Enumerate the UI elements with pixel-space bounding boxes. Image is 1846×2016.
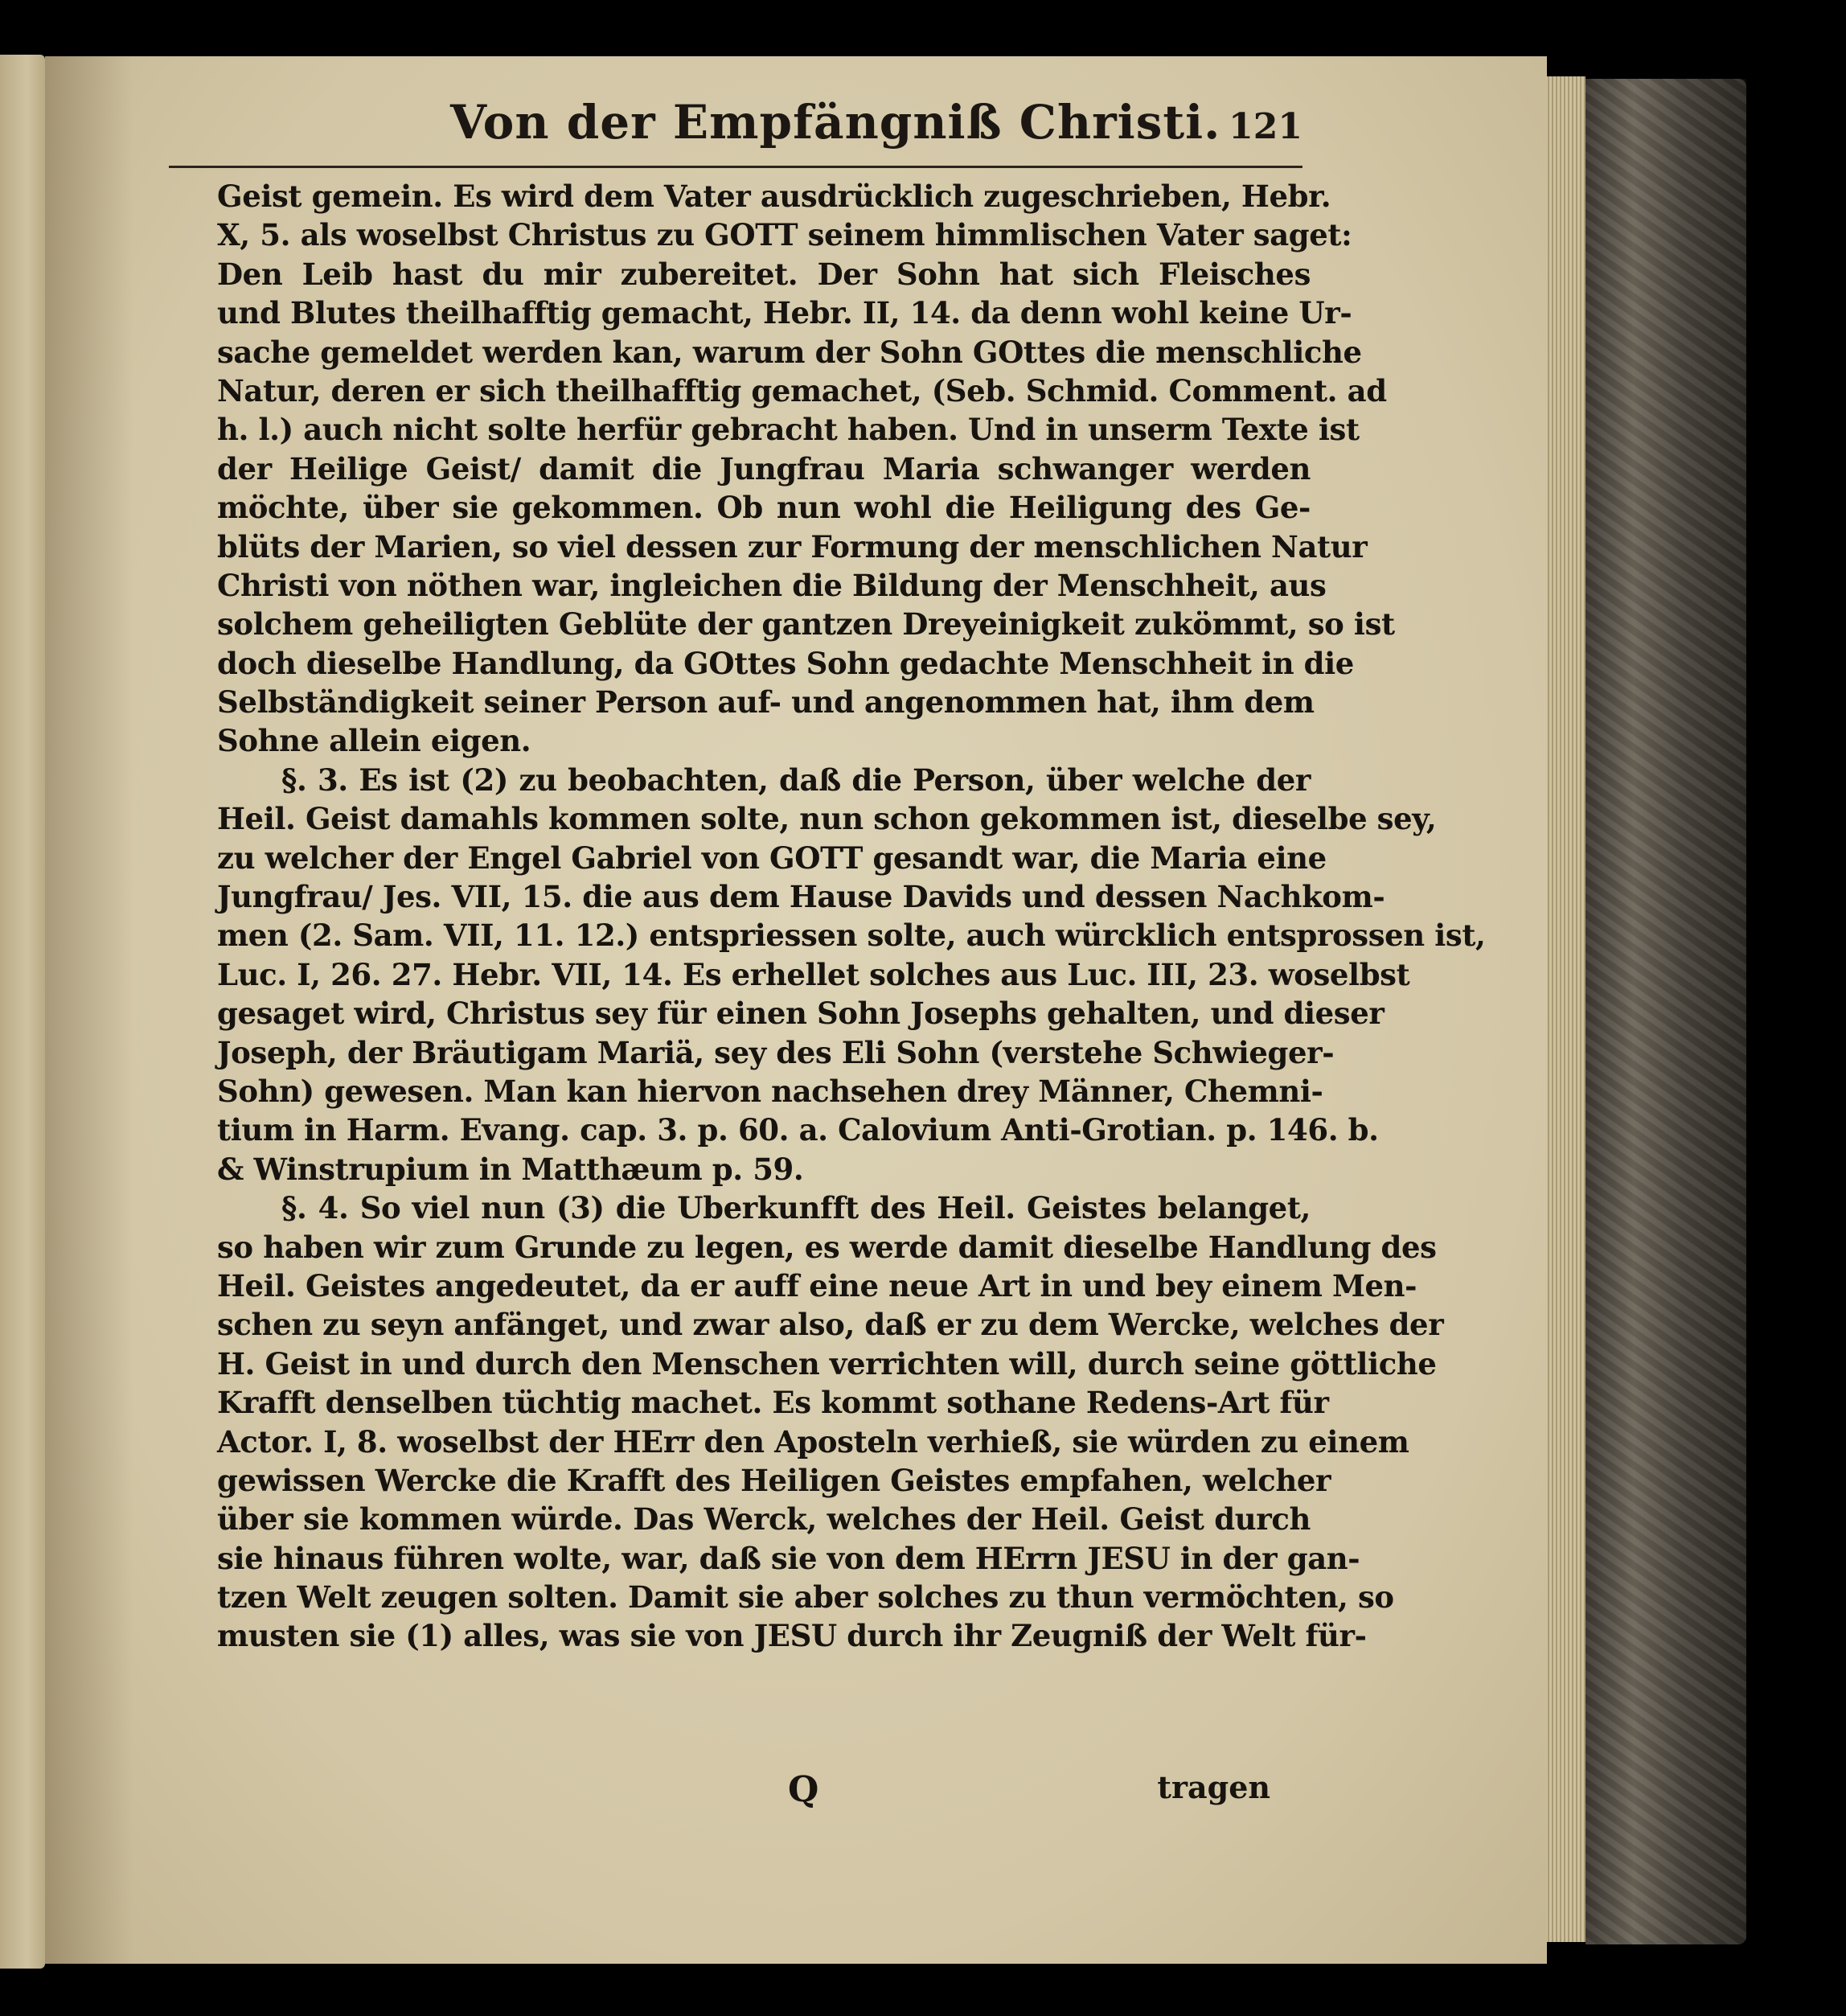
text-line: §. 3. Es ist (2) zu beobachten, daß die Person, über welche der xyxy=(281,762,1311,798)
text-line: Geist gemein. Es wird dem Vater ausdrücklich zugeschrieben, Hebr. xyxy=(217,179,1331,214)
text-line: Joseph, der Bräutigam Mariä, sey des Eli Sohn (verstehe Schwieger- xyxy=(217,1034,1335,1070)
text-line: über sie kommen würde. Das Werck, welches der Heil. Geist durch xyxy=(217,1501,1311,1538)
page-footer xyxy=(217,1769,1311,1809)
text-line: sie hinaus führen wolte, war, daß sie von dem HErrn JESU in der gan- xyxy=(217,1540,1360,1576)
text-line: §. 4. So viel nun (3) die Uberkunfft des Heil. Geistes belanget, xyxy=(281,1190,1311,1226)
text-line: h. l.) auch nicht solte herfür gebracht haben. Und in unserm Texte ist xyxy=(217,412,1360,448)
text-line: gewissen Wercke die Krafft des Heiligen Geistes empfahen, welcher xyxy=(217,1462,1331,1498)
text-line: Natur, deren er sich theilhafftig gemachet, (Seb. Schmid. Comment. ad xyxy=(217,372,1387,409)
header-rule xyxy=(169,166,1302,168)
text-line: tzen Welt zeugen solten. Damit sie aber solches zu thun vermöchten, so xyxy=(217,1579,1394,1616)
running-title: Von der Empfängniß Christi. xyxy=(450,95,1221,150)
text-line: Christi von nöthen war, ingleichen die Bildung der Menschheit, aus xyxy=(217,567,1327,603)
page-number: 121 xyxy=(1229,106,1302,147)
text-line: und Blutes theilhafftig gemacht, Hebr. II, 14. da denn wohl keine Ur- xyxy=(217,295,1352,331)
text-line: schen zu seyn anfänget, und zwar also, daß er zu dem Wercke, welches der xyxy=(217,1307,1444,1343)
body-text xyxy=(217,177,1486,1656)
text-line: gesaget wird, Christus sey für einen Sohn Josephs gehalten, und dieser xyxy=(217,996,1384,1032)
text-line: & Winstrupium in Matthæum p. 59. xyxy=(217,1151,804,1187)
marbled-cover xyxy=(1586,79,1746,1944)
text-line: möchte, über sie gekommen. Ob nun wohl die Heiligung des Ge- xyxy=(217,490,1311,526)
signature-mark: Q xyxy=(788,1769,819,1810)
text-line: Selbständigkeit seiner Person auf- und angenommen hat, ihm dem xyxy=(217,684,1315,721)
text-line: musten sie (1) alles, was sie von JESU durch ihr Zeugniß der Welt für- xyxy=(217,1618,1367,1654)
text-line: der Heilige Geist/ damit die Jungfrau Maria schwanger werden xyxy=(217,450,1311,487)
text-line: H. Geist in und durch den Menschen verrichten will, durch seine göttliche xyxy=(217,1345,1437,1382)
text-line: blüts der Marien, so viel dessen zur Formung der menschlichen Natur xyxy=(217,528,1368,565)
text-line: Krafft denselben tüchtig machet. Es kommt sothane Redens-Art für xyxy=(217,1385,1329,1421)
text-line: zu welcher der Engel Gabriel von GOTT gesandt war, die Maria eine xyxy=(217,840,1327,876)
text-line: so haben wir zum Grunde zu legen, es werde damit dieselbe Handlung des xyxy=(217,1229,1437,1265)
text-line: solchem geheiligten Geblüte der gantzen Dreyeinigkeit zukömmt, so ist xyxy=(217,606,1395,643)
left-page-edge xyxy=(0,55,45,1969)
text-line: tium in Harm. Evang. cap. 3. p. 60. a. Calovium Anti-Grotian. p. 146. b. xyxy=(217,1112,1379,1148)
text-line: Luc. I, 26. 27. Hebr. VII, 14. Es erhellet solches aus Luc. III, 23. woselbst xyxy=(217,956,1410,992)
text-line: men (2. Sam. VII, 11. 12.) entspriessen solte, auch würcklich entsprossen ist, xyxy=(217,918,1486,954)
text-line: Sohn) gewesen. Man kan hiervon nachsehen drey Männer, Chemni- xyxy=(217,1073,1323,1109)
text-line: Heil. Geistes angedeutet, da er auff eine neue Art in und bey einem Men- xyxy=(217,1267,1417,1304)
page-header xyxy=(209,95,1302,159)
text-line: sache gemeldet werden kan, warum der Sohn GOttes die menschliche xyxy=(217,334,1362,370)
text-line: doch dieselbe Handlung, da GOttes Sohn gedachte Menschheit in die xyxy=(217,645,1354,681)
text-line: Den Leib hast du mir zubereitet. Der Sohn hat sich Fleisches xyxy=(217,256,1311,292)
catchword: tragen xyxy=(1157,1769,1270,1805)
text-line: Jungfrau/ Jes. VII, 15. die aus dem Hause Davids und dessen Nachkom- xyxy=(217,879,1385,915)
text-line: X, 5. als woselbst Christus zu GOTT seinem himmlischen Vater saget: xyxy=(217,217,1352,253)
text-line: Heil. Geist damahls kommen solte, nun schon gekommen ist, dieselbe sey, xyxy=(217,801,1437,837)
text-line: Sohne allein eigen. xyxy=(217,723,531,759)
text-line: Actor. I, 8. woselbst der HErr den Aposteln verhieß, sie würden zu einem xyxy=(217,1423,1409,1460)
